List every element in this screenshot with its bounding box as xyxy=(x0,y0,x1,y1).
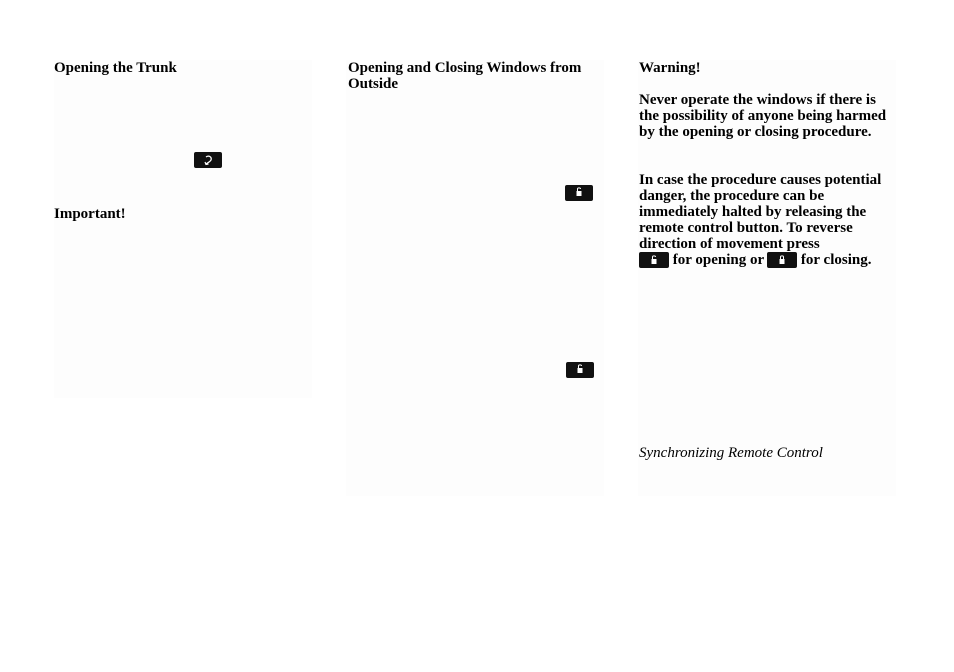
heading-windows-outside: Opening and Closing Windows from Outside xyxy=(348,60,582,92)
caption-synchronizing-remote: Synchronizing Remote Control xyxy=(639,445,823,461)
unlock-key-icon xyxy=(639,252,669,268)
column-warning xyxy=(638,60,896,496)
warning-paragraph-2-text: In case the procedure causes potential danger, the procedure can be immediately halted by releasing the remote control button. To reverse direction of movement press xyxy=(639,172,882,252)
unlock-key-icon xyxy=(566,362,594,378)
trunk-release-key-icon xyxy=(194,152,222,168)
warning-paragraph-2 xyxy=(639,172,897,268)
heading-opening-trunk: Opening the Trunk xyxy=(54,60,177,76)
heading-important: Important! xyxy=(54,206,126,222)
heading-warning: Warning! xyxy=(639,60,701,76)
column-trunk xyxy=(54,60,312,398)
unlock-key-icon xyxy=(565,185,593,201)
for-opening-text: for opening or xyxy=(669,252,765,268)
warning-paragraph-1: Never operate the windows if there is the possibility of anyone being harmed by the opening or closing procedure. xyxy=(639,92,887,140)
for-closing-text: for closing. xyxy=(797,252,872,268)
lock-key-icon xyxy=(767,252,797,268)
column-windows xyxy=(346,60,604,496)
